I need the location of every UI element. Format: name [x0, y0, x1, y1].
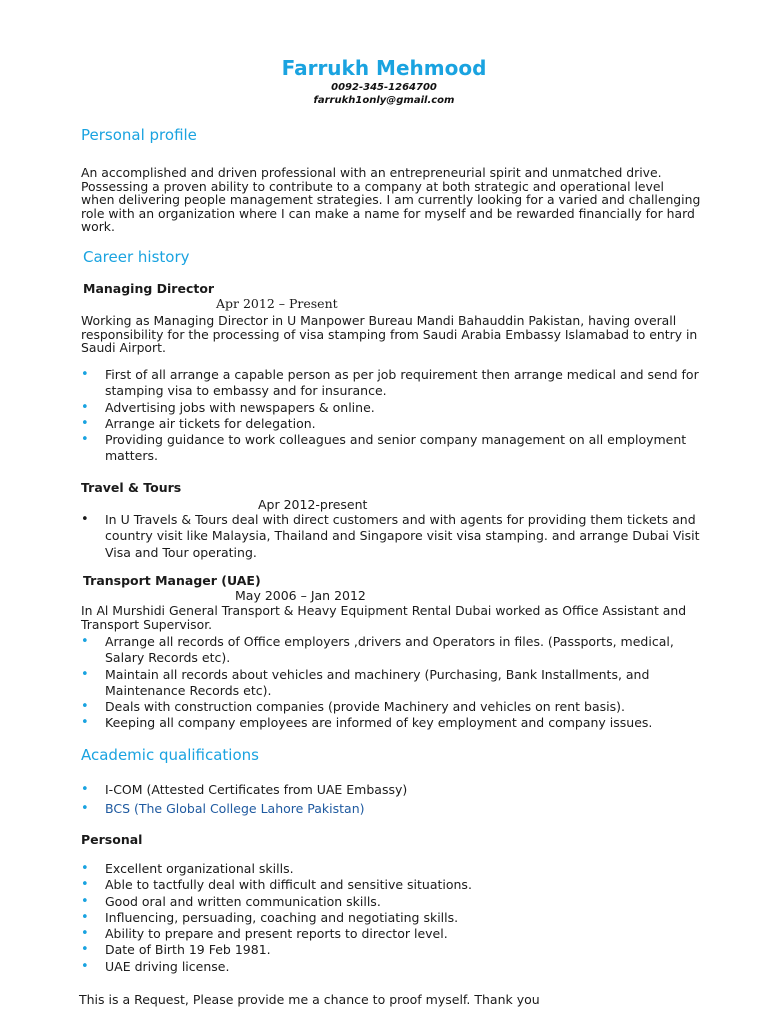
candidate-name: Farrukh Mehmood [281, 56, 487, 80]
bullet-dot-icon: • [81, 367, 89, 382]
list-item: • In U Travels & Tours deal with direct customers and with agents for providing them tickets and country visit like Malaysia, Thailand and Singapore visit visa stamping. and arrange Dubai Visit Visa and Tour operating. [81, 512, 700, 560]
job-description: In Al Murshidi General Transport & Heavy Equipment Rental Dubai worked as Office Assistant and Transport Supervisor. [81, 603, 687, 632]
bullet-dot-icon: • [81, 909, 89, 925]
list-item: • Keeping all company employees are informed of key employment and company issues. [81, 715, 653, 731]
list-item: • Excellent organizational skills. [81, 861, 294, 876]
bullet-dot-icon: • [81, 432, 89, 448]
list-item: • BCS (The Global College Lahore Pakistan) [81, 801, 365, 817]
job-responsibilities-list [81, 634, 701, 732]
list-item: • Arrange air tickets for delegation. [81, 415, 316, 431]
academic-list [81, 782, 701, 818]
list-item: • Influencing, persuading, coaching and negotiating skills. [81, 909, 459, 925]
bullet-dot-icon: • [81, 415, 89, 431]
job-title: Travel & Tours [81, 480, 182, 495]
personal-profile-text: An accomplished and driven professional with an entrepreneurial spirit and unmatched drive. Possessing a proven ability to contribute to a company at both strategic and operational level when delivering people management strategies. I am currently looking for a varied and challenging role with an organization where I can make a name for myself and be rewarded financially for hard work. [81, 165, 701, 235]
job-responsibilities-list [81, 512, 701, 561]
personal-list [81, 861, 701, 975]
list-item: • I-COM (Attested Certificates from UAE Embassy) [81, 782, 408, 797]
job-title: Managing Director [83, 281, 215, 296]
bullet-dot-icon: • [81, 715, 89, 731]
bullet-dot-icon: • [81, 666, 89, 682]
bullet-dot-icon: • [81, 877, 89, 893]
list-item: • First of all arrange a capable person as per job requirement then arrange medical and send for stamping visa to embassy and for insurance. [81, 367, 699, 399]
job-date: Apr 2012-present [258, 497, 368, 512]
list-item: • Able to tactfully deal with difficult and sensitive situations. [81, 877, 472, 893]
email-address: farrukh1only@gmail.com [313, 95, 455, 106]
personal-profile-heading: Personal profile [81, 126, 197, 144]
list-item: • Deals with construction companies (provide Machinery and vehicles on rent basis). [81, 699, 625, 715]
list-item: • UAE driving license. [81, 958, 230, 974]
bullet-dot-icon: • [81, 958, 89, 974]
bullet-dot-icon: • [81, 861, 89, 876]
bullet-dot-icon: • [81, 512, 89, 527]
list-item: • Providing guidance to work colleagues and senior company management on all employment matters. [81, 432, 687, 464]
job-responsibilities-list [81, 367, 701, 465]
list-item: • Advertising jobs with newspapers & online. [81, 399, 375, 415]
job-title: Transport Manager (UAE) [83, 573, 261, 588]
bullet-dot-icon: • [81, 942, 89, 958]
bullet-dot-icon: • [81, 782, 89, 797]
bullet-dot-icon: • [81, 399, 89, 415]
list-item: • Maintain all records about vehicles and machinery (Purchasing, Bank Installments, and Maintenance Records etc). [81, 666, 650, 698]
bullet-dot-icon: • [81, 699, 89, 715]
job-description: Working as Managing Director in U Manpower Bureau Mandi Bahauddin Pakistan, having overall responsibility for the processing of visa stamping from Saudi Arabia Embassy Islamabad to entry in Saudi Airport. [81, 313, 698, 356]
bullet-dot-icon: • [81, 926, 89, 942]
career-history-heading: Career history [83, 248, 190, 266]
bullet-dot-icon: • [81, 893, 89, 909]
job-date: May 2006 – Jan 2012 [235, 588, 366, 603]
personal-heading: Personal [81, 832, 143, 847]
job-date: Apr 2012 – Present [216, 296, 338, 311]
bullet-dot-icon: • [81, 634, 89, 649]
bullet-dot-icon: • [81, 801, 89, 817]
academic-qualifications-heading: Academic qualifications [81, 746, 259, 764]
list-item: • Good oral and written communication skills. [81, 893, 381, 909]
closing-statement: This is a Request, Please provide me a chance to proof myself. Thank you [79, 992, 540, 1007]
list-item: • Date of Birth 19 Feb 1981. [81, 942, 271, 958]
list-item: • Ability to prepare and present reports to director level. [81, 926, 448, 942]
list-item: • Arrange all records of Office employers ,drivers and Operators in files. (Passports, medical, Salary Records etc). [81, 634, 674, 666]
phone-number: 0092-345-1264700 [331, 82, 437, 93]
